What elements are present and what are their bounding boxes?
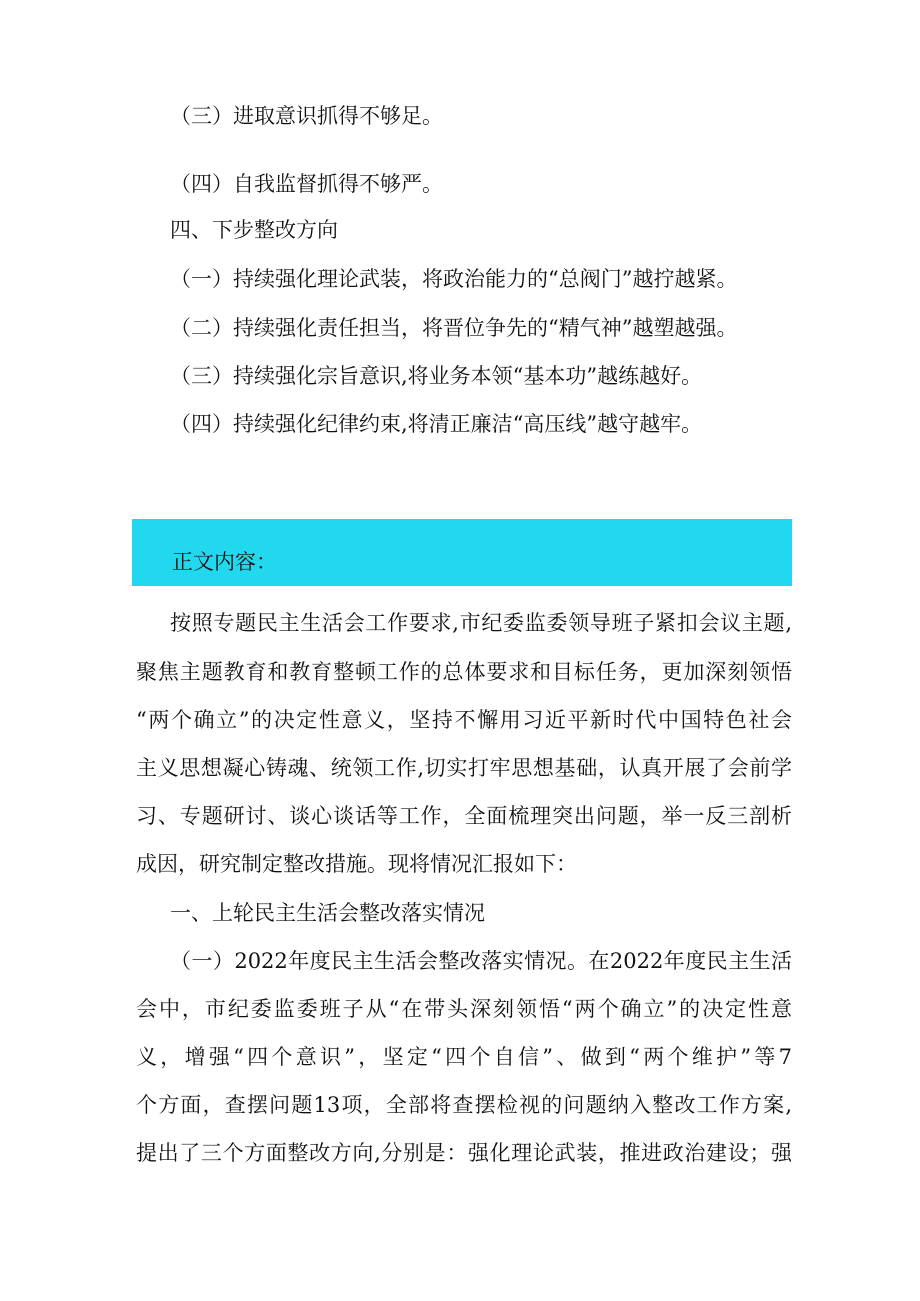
paragraph-line: 成因，研究制定整改措施。现将情况汇报如下： bbox=[136, 852, 577, 876]
paragraph-line: 会中，市纪委监委班子从“在带头深刻领悟“两个确立”的决定性意 bbox=[136, 997, 792, 1021]
list-item: （一）持续强化理论武装，将政治能力的“总阀门”越拧越紧。 bbox=[170, 267, 738, 291]
list-item: （二）持续强化责任担当，将晋位争先的“精气神”越塑越强。 bbox=[170, 316, 738, 340]
paragraph-line: 按照专题民主生活会工作要求,市纪委监委领导班子紧扣会议主题, bbox=[170, 611, 792, 635]
section-heading: 一、上轮民主生活会整改落实情况 bbox=[170, 901, 485, 925]
section-heading: 四、下步整改方向 bbox=[170, 218, 338, 242]
paragraph-line: （一）2022年度民主生活会整改落实情况。在2022年度民主生活 bbox=[170, 949, 792, 973]
list-item: （四）自我监督抓得不够严。 bbox=[170, 172, 443, 196]
list-item: （三）进取意识抓得不够足。 bbox=[170, 104, 443, 128]
paragraph-line: 义，增强“四个意识”，坚定“四个自信”、做到“两个维护”等7 bbox=[136, 1045, 792, 1069]
paragraph-line: 提出了三个方面整改方向,分别是：强化理论武装，推进政治建设；强 bbox=[136, 1141, 792, 1165]
paragraph-line: “两个确立”的决定性意义，坚持不懈用习近平新时代中国特色社会 bbox=[136, 708, 792, 732]
paragraph-line: 习、专题研讨、谈心谈话等工作，全面梳理突出问题，举一反三剖析 bbox=[136, 804, 792, 828]
content-banner bbox=[132, 519, 792, 586]
list-item: （三）持续强化宗旨意识,将业务本领“基本功”越练越好。 bbox=[170, 364, 703, 388]
banner-label: 正文内容： bbox=[172, 550, 277, 574]
paragraph-line: 个方面，查摆问题13项，全部将查摆检视的问题纳入整改工作方案, bbox=[136, 1093, 792, 1117]
paragraph-line: 聚焦主题教育和教育整顿工作的总体要求和目标任务，更加深刻领悟 bbox=[136, 660, 792, 684]
list-item: （四）持续强化纪律约束,将清正廉洁“高压线”越守越牢。 bbox=[170, 412, 703, 436]
paragraph-line: 主义思想凝心铸魂、统领工作,切实打牢思想基础，认真开展了会前学 bbox=[136, 756, 792, 780]
